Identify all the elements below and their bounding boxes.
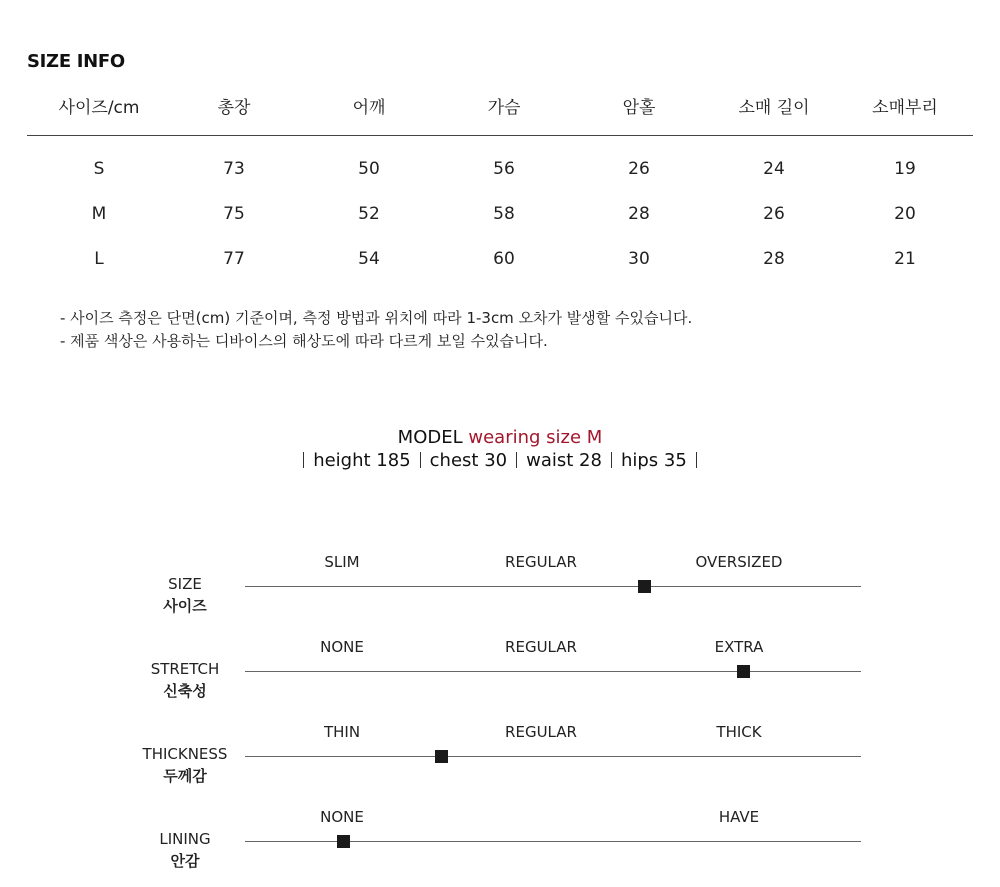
fit-option-thin: THIN	[323, 723, 361, 741]
table-cell: 56	[493, 159, 515, 179]
header-chest: 가슴	[487, 98, 521, 118]
fit-label-ko: 신축성	[163, 682, 207, 700]
spec-divider	[696, 452, 697, 468]
header-size: 사이즈/cm	[58, 98, 140, 118]
table-cell: 73	[223, 159, 245, 179]
fit-label-ko: 두께감	[163, 767, 207, 785]
fit-scale-line	[245, 671, 861, 672]
fit-lining	[0, 801, 1000, 886]
fit-label-en: SIZE	[168, 575, 202, 593]
model-height: height 185	[313, 450, 411, 471]
fit-label-ko: 사이즈	[163, 597, 207, 615]
size-table	[27, 90, 973, 286]
spec-divider	[516, 452, 517, 468]
table-cell: 54	[358, 249, 380, 269]
fit-option-slim: SLIM	[324, 553, 360, 571]
spec-divider	[303, 452, 304, 468]
table-cell: 26	[763, 204, 785, 224]
table-cell: 28	[763, 249, 785, 269]
size-table-body	[27, 136, 973, 286]
fit-option-regular: REGULAR	[505, 638, 577, 656]
table-cell: 24	[763, 159, 785, 179]
fit-option-none: NONE	[320, 808, 364, 826]
spec-divider	[420, 452, 421, 468]
table-cell: 52	[358, 204, 380, 224]
fit-option-regular: REGULAR	[505, 553, 577, 571]
model-hips: hips 35	[620, 450, 687, 471]
table-cell: M	[91, 204, 107, 224]
fit-option-thick: THICK	[716, 723, 762, 741]
fit-option-extra: EXTRA	[714, 638, 764, 656]
header-sleeve-length: 소매 길이	[738, 98, 810, 118]
fit-marker	[737, 665, 750, 678]
header-sleeve-opening: 소매부리	[872, 98, 938, 118]
header-shoulder: 어깨	[352, 98, 386, 118]
table-cell: 75	[223, 204, 245, 224]
table-cell: 60	[493, 249, 515, 269]
fit-scale-line	[245, 756, 861, 757]
table-cell: 20	[894, 204, 916, 224]
table-cell: 21	[894, 249, 916, 269]
model-title	[0, 426, 1000, 450]
table-cell: S	[93, 159, 105, 179]
table-row	[27, 151, 973, 196]
table-cell: 50	[358, 159, 380, 179]
fit-label-ko: 안감	[170, 852, 200, 870]
fit-option-none: NONE	[320, 638, 364, 656]
size-table-header	[27, 90, 973, 136]
table-cell: 58	[493, 204, 515, 224]
table-cell: 30	[628, 249, 650, 269]
model-waist: waist 28	[526, 450, 602, 471]
size-note: - 사이즈 측정은 단면(cm) 기준이며, 측정 방법과 위치에 따라 1-3cm 오차가 발생할 수있습니다.	[60, 309, 693, 327]
spec-divider	[611, 452, 612, 468]
fit-label-en: THICKNESS	[142, 745, 228, 763]
table-cell: 28	[628, 204, 650, 224]
fit-label-en: STRETCH	[150, 660, 220, 678]
fit-scale-line	[245, 586, 861, 587]
model-specs	[0, 449, 1000, 473]
header-armhole: 암홀	[622, 98, 656, 118]
fit-label	[125, 658, 245, 702]
fit-label	[125, 573, 245, 617]
fit-marker	[337, 835, 350, 848]
table-cell: 19	[894, 159, 916, 179]
model-label: MODEL	[397, 427, 463, 448]
fit-label-en: LINING	[159, 830, 211, 848]
table-row	[27, 196, 973, 241]
size-note: - 제품 색상은 사용하는 디바이스의 해상도에 따라 다르게 보일 수있습니다.	[60, 332, 548, 350]
table-cell: L	[94, 249, 104, 269]
size-info-title: SIZE INFO	[27, 51, 125, 72]
fit-option-oversized: OVERSIZED	[695, 553, 783, 571]
fit-size	[0, 546, 1000, 631]
table-cell: 26	[628, 159, 650, 179]
table-row	[27, 241, 973, 286]
fit-stretch	[0, 631, 1000, 716]
size-notes	[60, 307, 692, 353]
fit-label	[125, 743, 245, 787]
header-total-length: 총장	[217, 98, 251, 118]
model-wearing-size: wearing size M	[468, 427, 603, 448]
model-chest: chest 30	[429, 450, 508, 471]
fit-option-regular: REGULAR	[505, 723, 577, 741]
fit-thickness	[0, 716, 1000, 801]
fit-label	[125, 828, 245, 872]
fit-marker	[435, 750, 448, 763]
fit-marker	[638, 580, 651, 593]
table-cell: 77	[223, 249, 245, 269]
fit-option-have: HAVE	[718, 808, 760, 826]
